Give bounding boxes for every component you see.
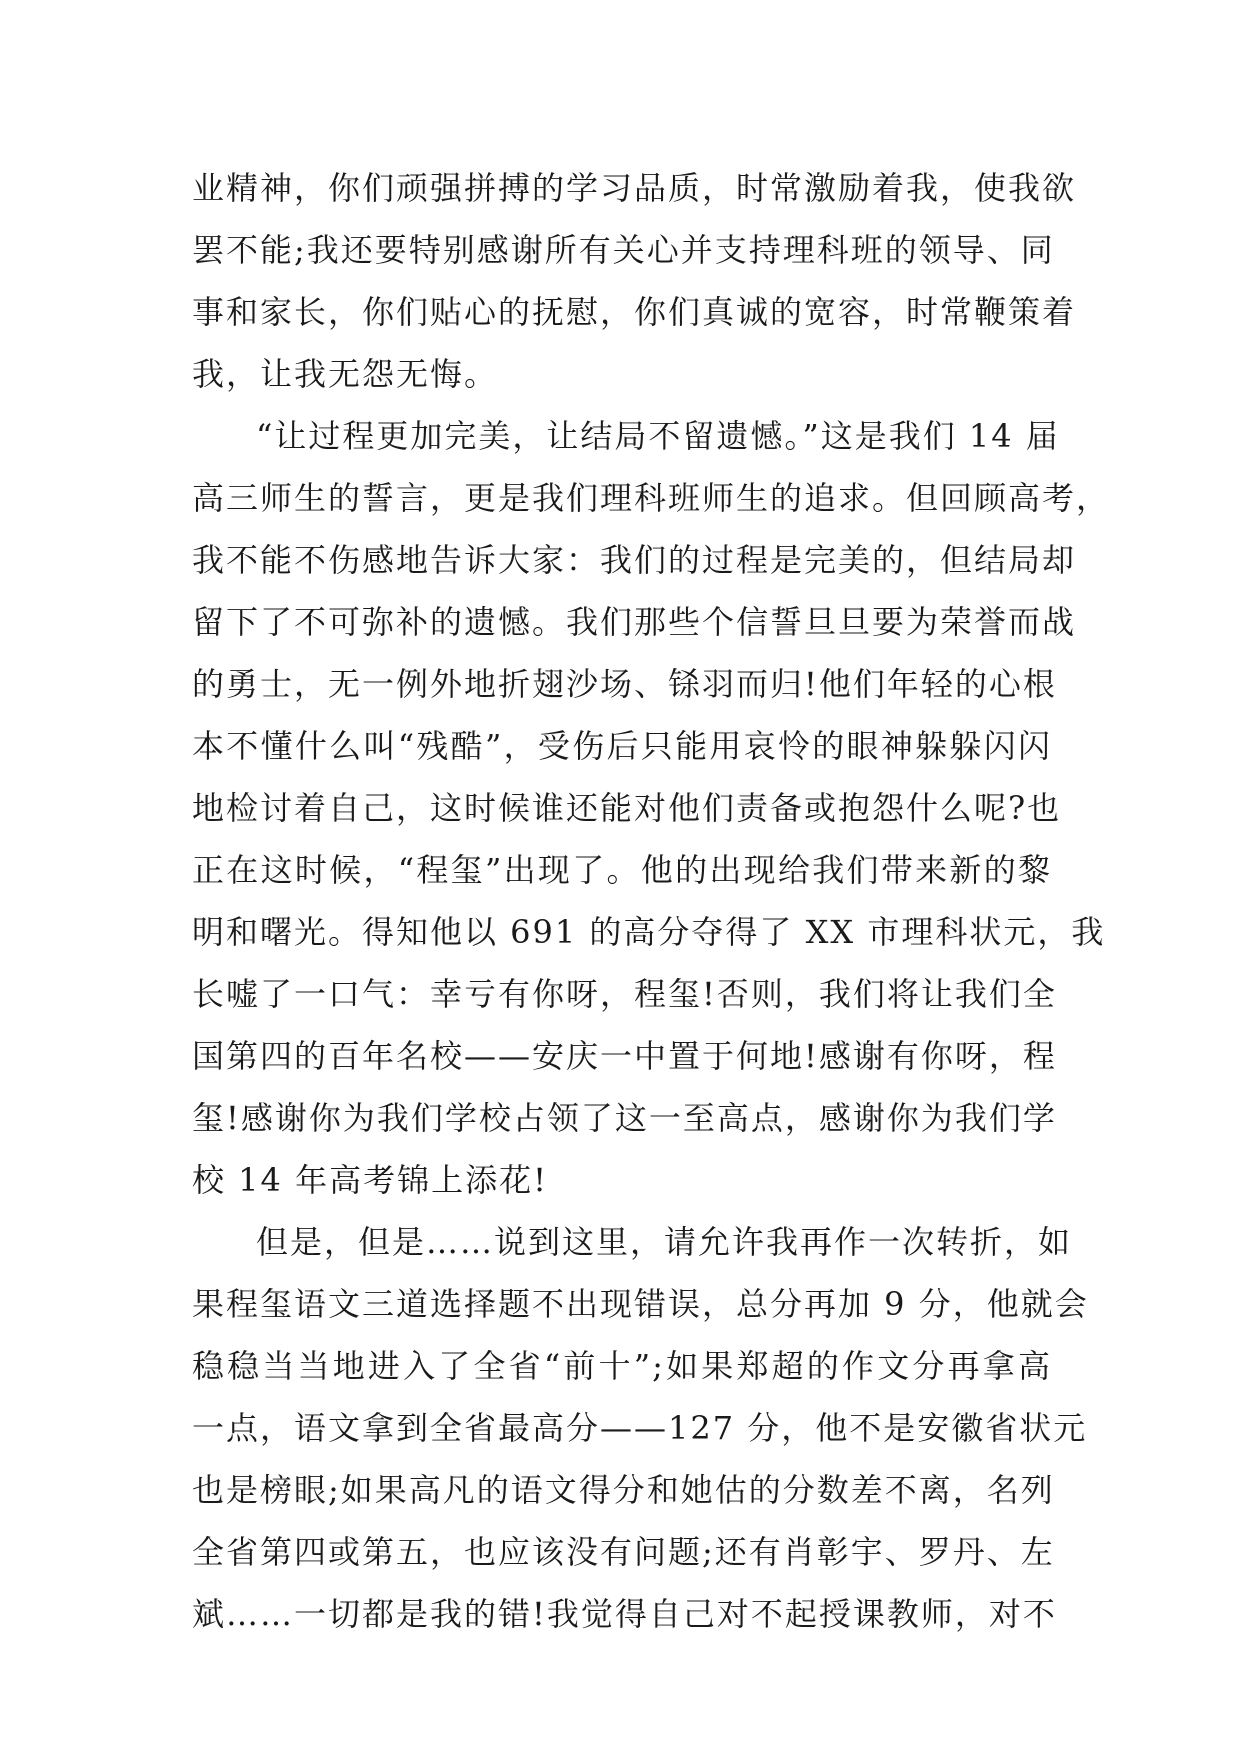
text-line: 留下了不可弥补的遗憾。我们那些个信誓旦旦要为荣誉而战 bbox=[192, 603, 1077, 641]
text-line: 我，让我无怨无悔。 bbox=[192, 355, 499, 393]
text-line: 的勇士，无一例外地折翅沙场、铩羽而归!他们年轻的心根 bbox=[192, 665, 1057, 703]
text-line: 一点，语文拿到全省最高分——127 分，他不是安徽省状元 bbox=[192, 1409, 1088, 1447]
text-line: “让过程更加完美，让结局不留遗憾。”这是我们 14 届 bbox=[256, 417, 1060, 455]
text-line: 但是，但是……说到这里，请允许我再作一次转折，如 bbox=[256, 1223, 1073, 1261]
text-line: 玺!感谢你为我们学校占领了这一至高点，感谢你为我们学 bbox=[192, 1099, 1057, 1137]
text-line: 校 14 年高考锦上添花! bbox=[192, 1161, 548, 1199]
text-line: 稳稳当当地进入了全省“前十”;如果郑超的作文分再拿高 bbox=[192, 1347, 1052, 1385]
body-text bbox=[192, 157, 1111, 1645]
text-line: 全省第四或第五，也应该没有问题;还有肖彰宇、罗丹、左 bbox=[192, 1533, 1055, 1571]
text-line: 也是榜眼;如果高凡的语文得分和她估的分数差不离，名列 bbox=[192, 1471, 1055, 1509]
paragraph-3 bbox=[192, 1211, 1089, 1645]
text-line: 果程玺语文三道选择题不出现错误，总分再加 9 分，他就会 bbox=[192, 1285, 1089, 1323]
text-line: 长嘘了一口气：幸亏有你呀，程玺!否则，我们将让我们全 bbox=[192, 975, 1057, 1013]
text-line: 我不能不伤感地告诉大家：我们的过程是完美的，但结局却 bbox=[192, 541, 1077, 579]
text-line: 罢不能;我还要特别感谢所有关心并支持理科班的领导、同 bbox=[192, 231, 1055, 269]
paragraph-2 bbox=[192, 405, 1111, 1211]
text-line: 事和家长，你们贴心的抚慰，你们真诚的宽容，时常鞭策着 bbox=[192, 293, 1077, 331]
text-line: 高三师生的誓言，更是我们理科班师生的追求。但回顾高考， bbox=[192, 479, 1111, 517]
text-line: 明和曙光。得知他以 691 的高分夺得了 XX 市理科状元，我 bbox=[192, 913, 1106, 951]
text-line: 业精神，你们顽强拼搏的学习品质，时常激励着我，使我欲 bbox=[192, 169, 1077, 207]
text-line: 本不懂什么叫“残酷”，受伤后只能用哀怜的眼神躲躲闪闪 bbox=[192, 727, 1052, 765]
text-line: 国第四的百年名校——安庆一中置于何地!感谢有你呀，程 bbox=[192, 1037, 1057, 1075]
paragraph-1 bbox=[192, 157, 1077, 405]
text-line: 地检讨着自己，这时候谁还能对他们责备或抱怨什么呢?也 bbox=[192, 789, 1062, 827]
text-line: 正在这时候，“程玺”出现了。他的出现给我们带来新的黎 bbox=[192, 851, 1052, 889]
text-line: 斌……一切都是我的错!我觉得自己对不起授课教师，对不 bbox=[192, 1595, 1057, 1633]
